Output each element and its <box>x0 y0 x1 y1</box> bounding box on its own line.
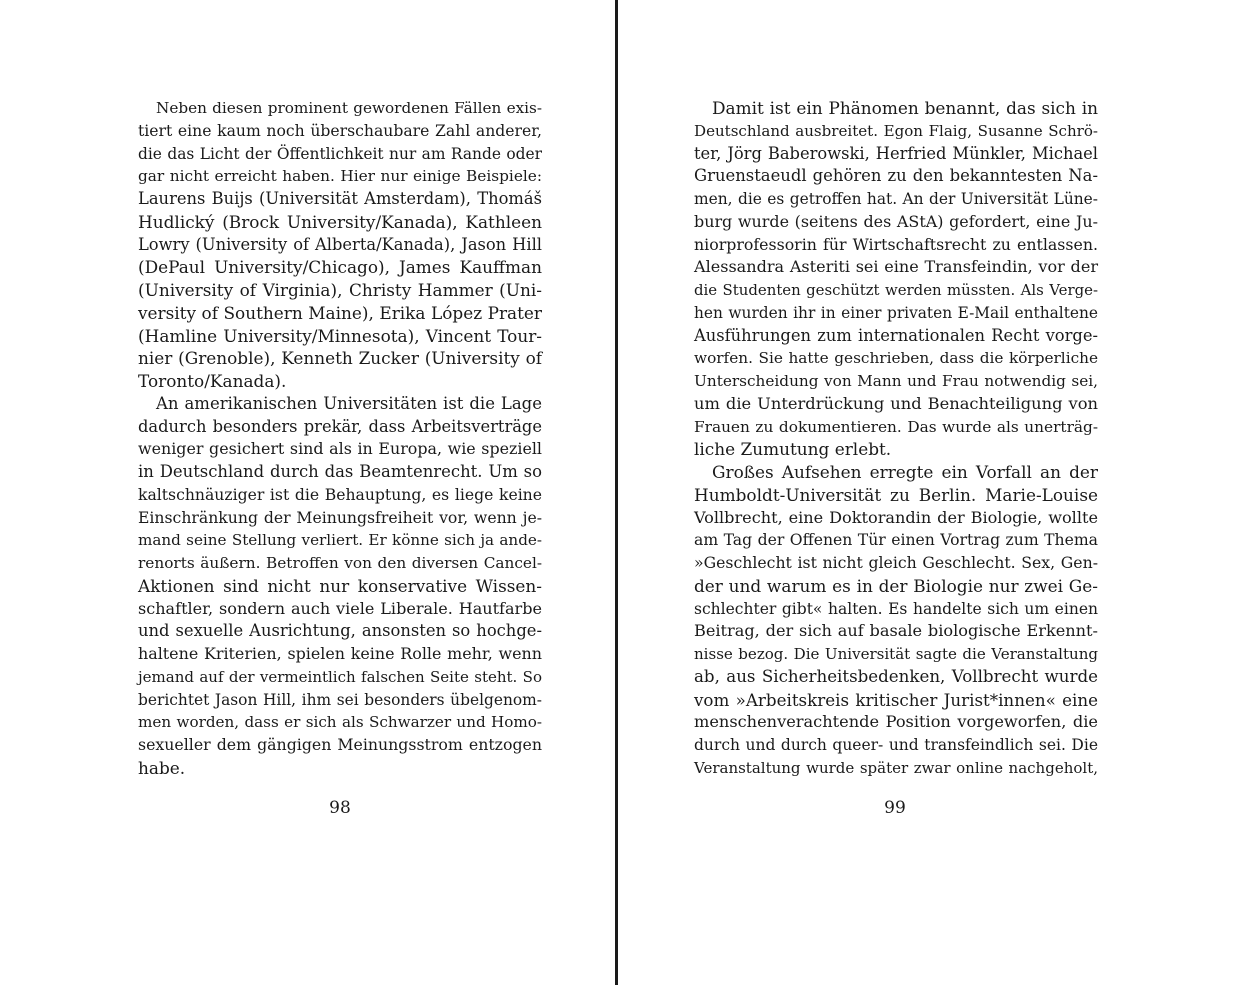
text-line: ab, aus Sicherheitsbedenken, Vollbrecht wurde <box>694 666 1098 686</box>
text-line: Gruenstaeudl gehören zu den bekanntesten Na- <box>694 166 1098 186</box>
text-line: Beitrag, der sich auf basale biologische Erkennt- <box>694 621 1098 641</box>
text-line: burg wurde (seitens des AStA) gefordert, eine Ju- <box>694 211 1098 231</box>
text-line: An amerikanischen Universitäten ist die Lage <box>156 393 542 413</box>
page-number: 98 <box>329 798 351 818</box>
text-line: Unterscheidung von Mann und Frau notwendig sei, <box>694 372 1098 390</box>
left-text-block <box>138 97 542 780</box>
text-line: und sexuelle Ausrichtung, ansonsten so hochge- <box>138 621 542 641</box>
page-number: 99 <box>884 798 906 818</box>
text-line: Frauen zu dokumentieren. Das wurde als unerträg- <box>694 417 1098 436</box>
text-line: Großes Aufsehen erregte ein Vorfall an der <box>712 462 1098 482</box>
text-line: Alessandra Asteriti sei eine Transfeindin, vor der <box>694 257 1098 277</box>
text-line: der und warum es in der Biologie nur zwei Ge- <box>694 575 1098 596</box>
text-line: »Geschlecht ist nicht gleich Geschlecht. Sex, Gen- <box>694 553 1098 572</box>
text-line: ter, Jörg Baberowski, Herfried Münkler, Michael <box>694 143 1098 163</box>
text-line: Neben diesen prominent gewordenen Fällen exis- <box>156 99 542 117</box>
text-line: am Tag der Offenen Tür einen Vortrag zum Thema <box>694 530 1098 550</box>
text-line: weniger gesichert sind als in Europa, wie speziell <box>138 439 542 459</box>
text-line: vom »Arbeitskreis kritischer Jurist*innen« eine <box>694 689 1098 710</box>
text-line: worfen. Sie hatte geschrieben, dass die körperliche <box>694 349 1098 368</box>
text-line: haltene Kriterien, spielen keine Rolle mehr, wenn <box>138 644 542 663</box>
text-line: sexueller dem gängigen Meinungsstrom entzogen <box>138 735 542 754</box>
text-line: kaltschnäuziger ist die Behauptung, es liege keine <box>138 484 542 504</box>
text-line: habe. <box>138 757 186 778</box>
text-line: (University of Virginia), Christy Hammer (Uni- <box>138 280 542 300</box>
text-line: tiert eine kaum noch überschaubare Zahl anderer, <box>138 120 542 140</box>
text-line: Damit ist ein Phänomen benannt, das sich in <box>712 98 1098 118</box>
text-line: jemand auf der vermeintlich falschen Seite steht. So <box>138 667 542 686</box>
left-page <box>0 0 615 985</box>
text-line: Vollbrecht, eine Doktorandin der Biologie, wollte <box>694 507 1098 527</box>
text-line: Ausführungen zum internationalen Recht vorge- <box>694 325 1098 345</box>
text-line: Einschränkung der Meinungsfreiheit vor, wenn je- <box>138 507 542 527</box>
text-line: renorts äußern. Betroffen von den diversen Cancel- <box>138 554 542 572</box>
text-line: mand seine Stellung verliert. Er könne sich ja ande- <box>138 531 542 550</box>
text-line: die das Licht der Öffentlichkeit nur am Rande oder <box>138 144 542 163</box>
text-line: niorprofessorin für Wirtschaftsrecht zu entlassen. <box>694 234 1098 254</box>
text-line: berichtet Jason Hill, ihm sei besonders übelgenom- <box>138 690 542 709</box>
text-line: menschenverachtende Position vorgeworfen, die <box>694 712 1098 732</box>
text-line: gar nicht erreicht haben. Hier nur einige Beispiele: <box>138 167 542 186</box>
text-line: Aktionen sind nicht nur konservative Wissen- <box>138 575 542 596</box>
text-line: Lowry (University of Alberta/Kanada), Jason Hill <box>138 234 542 254</box>
text-line: schlechter gibt« halten. Es handelte sich um einen <box>694 599 1098 618</box>
text-line: Humboldt-Universität zu Berlin. Marie-Louise <box>694 484 1098 505</box>
text-line: nisse bezog. Die Universität sagte die Veranstaltung <box>694 645 1098 663</box>
text-line: men worden, dass er sich als Schwarzer und Homo- <box>138 713 542 732</box>
text-line: schaftler, sondern auch viele Liberale. Hautfarbe <box>138 598 542 618</box>
text-line: (DePaul University/Chicago), James Kauffman <box>138 257 542 278</box>
text-line: hen wurden ihr in einer privaten E-Mail enthaltene <box>694 303 1098 322</box>
text-line: um die Unterdrückung und Benachteiligung von <box>694 393 1098 413</box>
text-line: Hudlický (Brock University/Kanada), Kathleen <box>138 211 542 232</box>
text-line: durch und durch queer- und transfeindlich sei. Die <box>694 736 1098 754</box>
text-line: die Studenten geschützt werden müssten. Als Verge- <box>694 281 1098 299</box>
text-line: (Hamline University/Minnesota), Vincent Tour- <box>138 325 542 346</box>
right-page <box>618 0 1234 985</box>
text-line: Deutschland ausbreitet. Egon Flaig, Susanne Schrö- <box>694 121 1098 140</box>
text-line: dadurch besonders prekär, dass Arbeitsverträge <box>138 416 542 436</box>
text-line: Veranstaltung wurde später zwar online nachgeholt, <box>694 758 1098 777</box>
text-line: nier (Grenoble), Kenneth Zucker (University of <box>138 348 542 369</box>
text-line: Toronto/Kanada). <box>138 371 287 391</box>
text-line: in Deutschland durch das Beamtenrecht. Um so <box>138 462 542 481</box>
text-line: liche Zumutung erlebt. <box>694 439 892 460</box>
right-text-block <box>694 97 1098 780</box>
text-line: Laurens Buijs (Universität Amsterdam), Thomáš <box>138 189 542 208</box>
text-line: men, die es getroffen hat. An der Universität Lüne- <box>694 190 1098 208</box>
text-line: versity of Southern Maine), Erika López Prater <box>138 302 542 323</box>
